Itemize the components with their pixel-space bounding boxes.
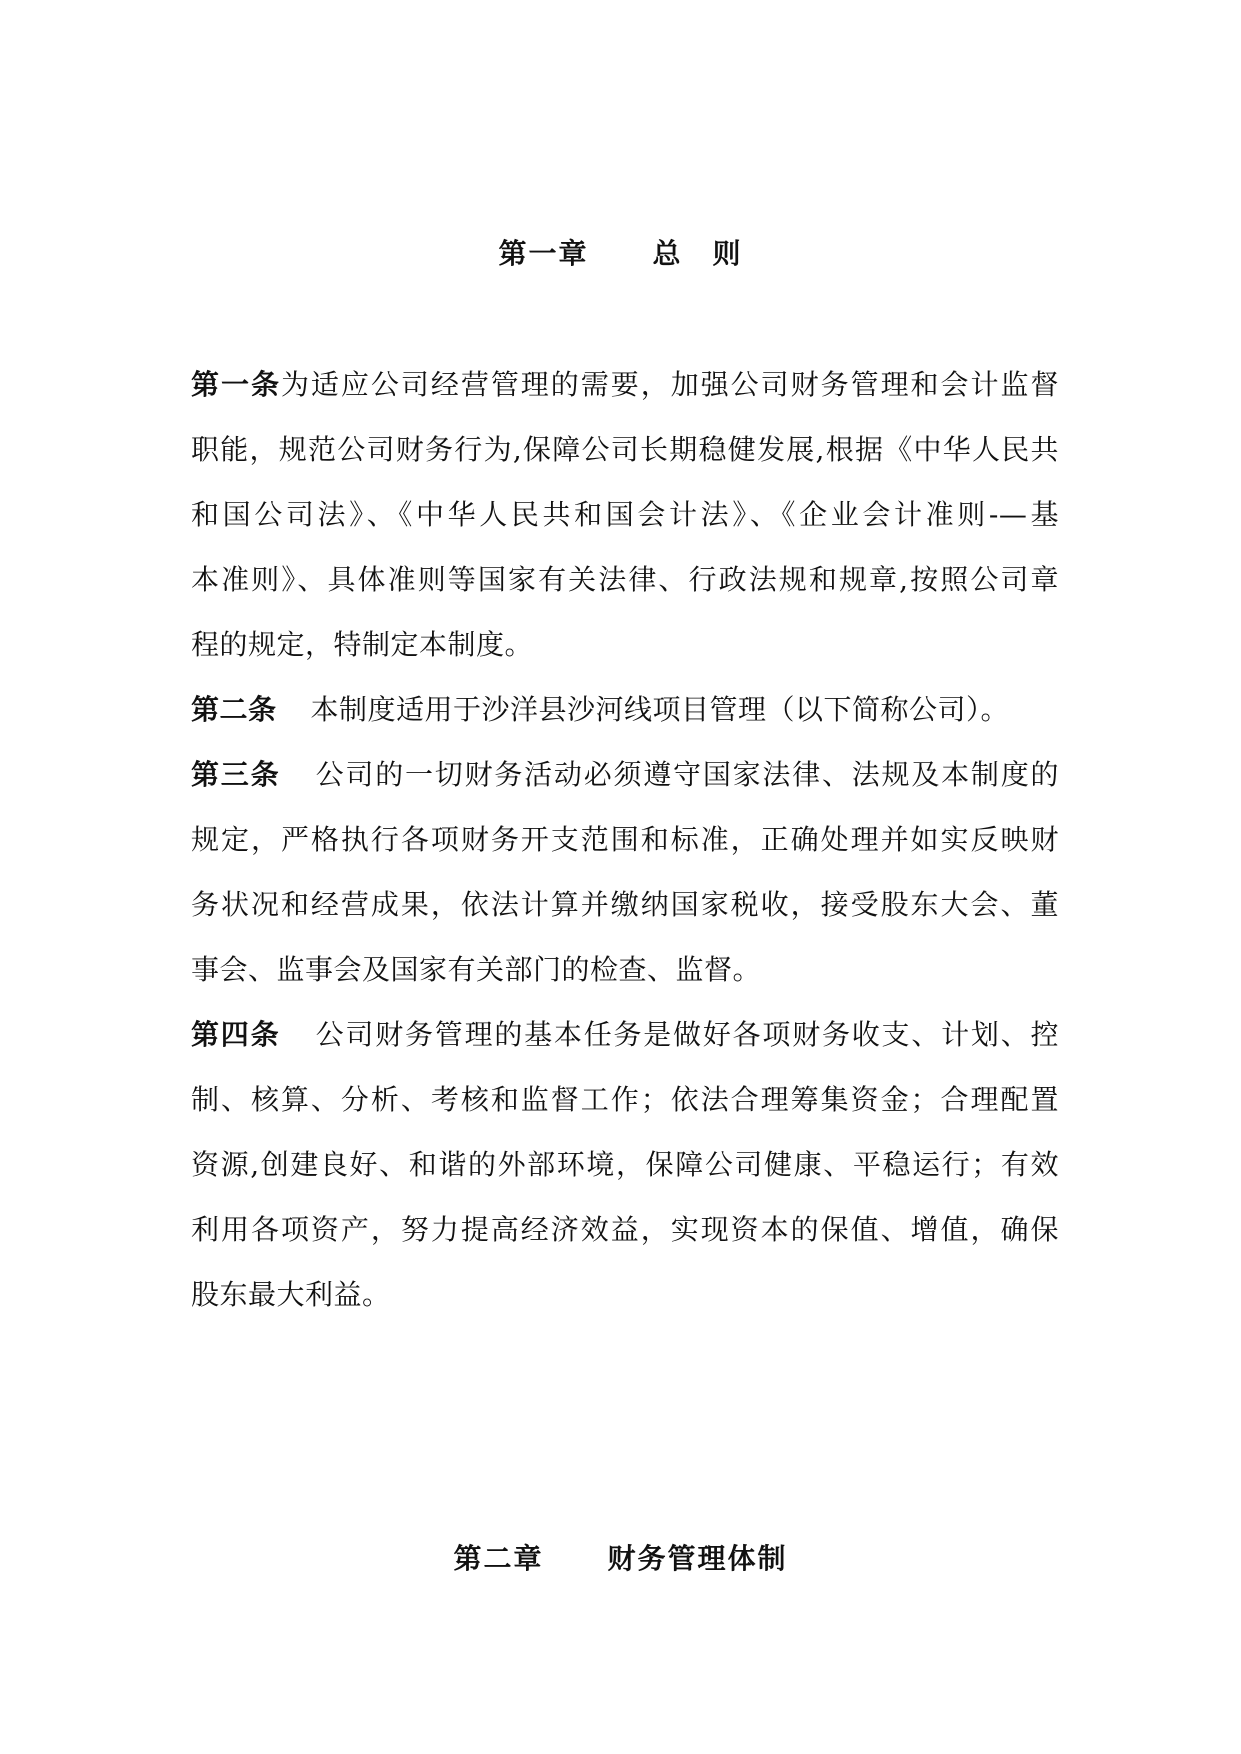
article-4-text-2: 制、核算、分析、考核和监督工作；依法合理筹集资金；合理配置 bbox=[191, 1083, 1059, 1116]
article-4-text-5: 股东最大利益。 bbox=[191, 1278, 391, 1311]
article-3-line-3 bbox=[191, 872, 1059, 937]
chapter-1-title bbox=[0, 232, 1241, 272]
chapter-2-name: 财务管理体制 bbox=[607, 1542, 788, 1575]
article-4-line-5 bbox=[191, 1262, 1059, 1327]
document-body bbox=[191, 352, 1059, 1327]
article-3-line-1 bbox=[191, 742, 1059, 807]
article-4-text-1: 公司财务管理的基本任务是做好各项财务收支、计划、控 bbox=[314, 1018, 1059, 1051]
chapter-1-name: 总 则 bbox=[652, 237, 743, 270]
article-3-label: 第三条 bbox=[191, 758, 281, 791]
article-4-text-4: 利用各项资产，努力提高经济效益，实现资本的保值、增值，确保 bbox=[191, 1213, 1059, 1246]
article-1-text-2: 职能，规范公司财务行为,保障公司长期稳健发展,根据《中华人民共 bbox=[191, 433, 1059, 466]
article-2-line-1 bbox=[191, 677, 1059, 742]
article-1-line-5 bbox=[191, 612, 1059, 677]
article-4-label: 第四条 bbox=[191, 1018, 281, 1051]
article-3-text-2: 规定，严格执行各项财务开支范围和标准，正确处理并如实反映财 bbox=[191, 823, 1059, 856]
chapter-2-number: 第二章 bbox=[453, 1542, 544, 1575]
chapter-2-title bbox=[0, 1537, 1241, 1577]
article-2-text-1: 本制度适用于沙洋县沙河线项目管理（以下简称公司）。 bbox=[310, 693, 1010, 726]
article-3-line-4 bbox=[191, 937, 1059, 1002]
article-4-line-4 bbox=[191, 1197, 1059, 1262]
article-4-line-3 bbox=[191, 1132, 1059, 1197]
article-2-label: 第二条 bbox=[191, 693, 277, 726]
article-3-text-3: 务状况和经营成果，依法计算并缴纳国家税收，接受股东大会、董 bbox=[191, 888, 1059, 921]
article-4-text-3: 资源,创建良好、和谐的外部环境，保障公司健康、平稳运行；有效 bbox=[191, 1148, 1059, 1181]
article-1-line-1 bbox=[191, 352, 1059, 417]
article-1-label: 第一条 bbox=[191, 368, 281, 401]
article-1-text-5: 程的规定，特制定本制度。 bbox=[191, 628, 534, 661]
article-1-line-4 bbox=[191, 547, 1059, 612]
article-1-text-1: 为适应公司经营管理的需要，加强公司财务管理和会计监督 bbox=[280, 368, 1059, 401]
article-1-text-4: 本准则》、具体准则等国家有关法律、行政法规和规章,按照公司章 bbox=[191, 563, 1059, 596]
article-4-line-1 bbox=[191, 1002, 1059, 1067]
article-1-line-2 bbox=[191, 417, 1059, 482]
article-3-text-1: 公司的一切财务活动必须遵守国家法律、法规及本制度的 bbox=[314, 758, 1059, 791]
article-1-line-3 bbox=[191, 482, 1059, 547]
article-1-text-3: 和国公司法》、《中华人民共和国会计法》、《企业会计准则-—基 bbox=[191, 498, 1059, 531]
article-4-line-2 bbox=[191, 1067, 1059, 1132]
article-3-line-2 bbox=[191, 807, 1059, 872]
article-3-text-4: 事会、监事会及国家有关部门的检查、监督。 bbox=[191, 953, 762, 986]
chapter-1-number: 第一章 bbox=[498, 237, 589, 270]
